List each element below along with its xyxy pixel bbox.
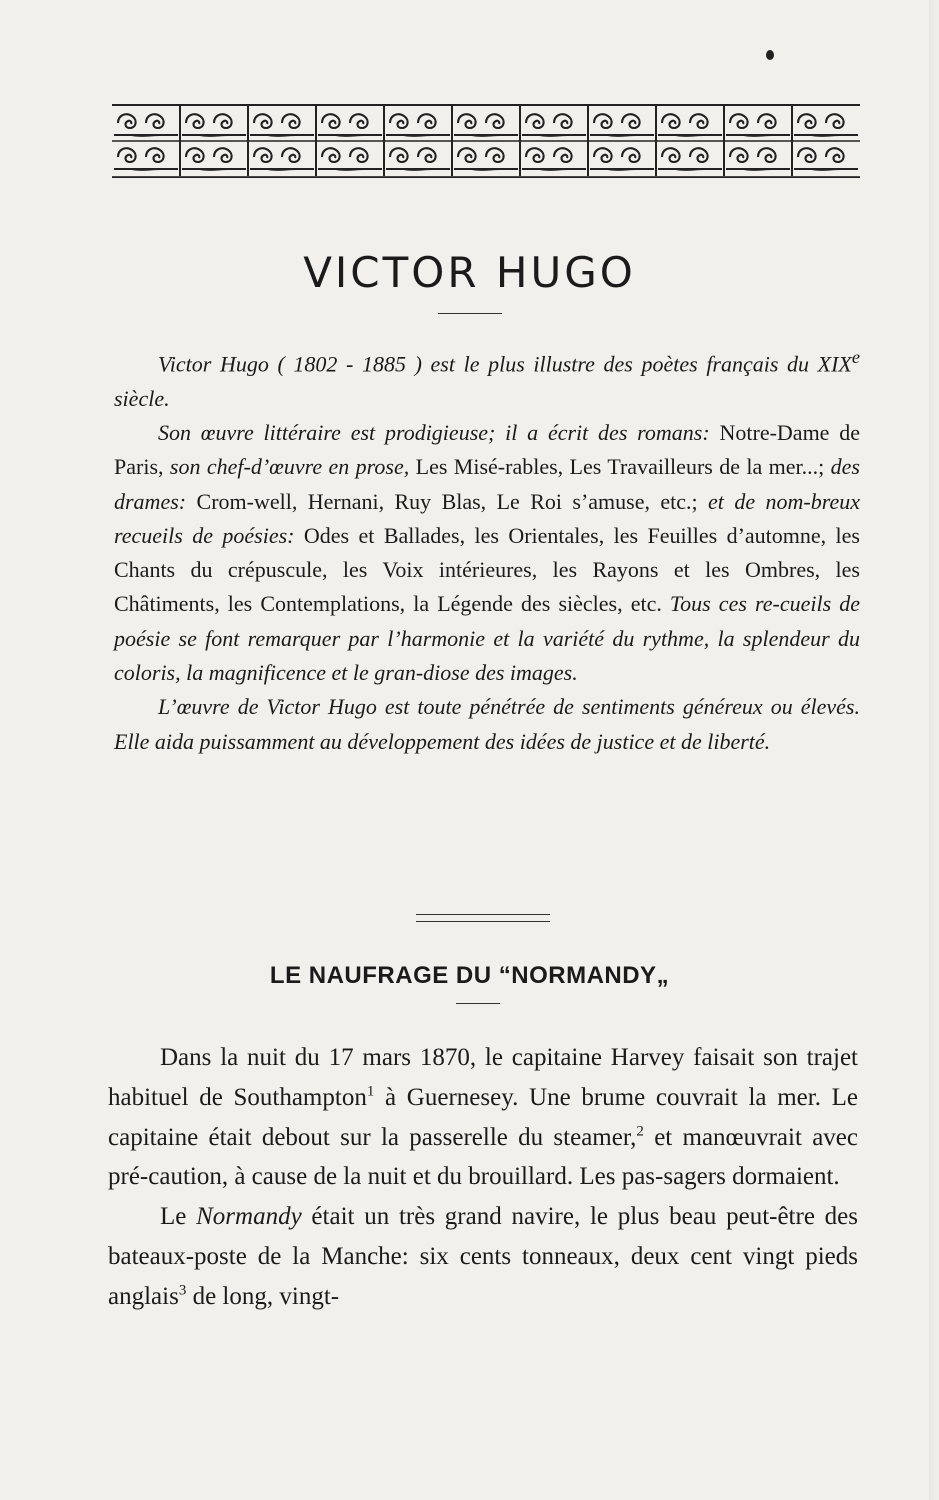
footnote-1: 1 xyxy=(366,1083,375,1100)
intro-p2-g: et de nom-breux recueils de poésies: xyxy=(114,488,860,548)
intro-p2-f: Crom-well, Hernani, Ruy Blas, Le Roi s’amuse, etc.; xyxy=(186,488,698,514)
intro-paragraph-3: L’œuvre de Victor Hugo est toute pénétrée de sentiments généreux ou élevés. Elle aida puissamment au développement des idées de justice et de liberté. xyxy=(114,694,860,754)
ink-dot xyxy=(766,50,774,60)
intro-line-2-end: siècle. xyxy=(114,385,170,411)
story-text xyxy=(108,1038,858,1317)
intro-p2-b: Notre-Dame de Paris, xyxy=(114,419,861,480)
intro-p2-c: son chef-d’œuvre en prose, xyxy=(163,454,410,480)
story-p1-b: à Guernesey. Une brume couvrait la mer. Le capitaine était debout sur la passerelle du steamer, xyxy=(108,1083,858,1151)
intro-text xyxy=(114,340,860,759)
intro-paragraph-2 xyxy=(114,416,860,690)
intro-p2-e: des drames: xyxy=(114,454,860,514)
story-p2-a: Le xyxy=(160,1203,197,1231)
story-p2-c: de long, vingt- xyxy=(186,1282,340,1310)
title-underline xyxy=(438,313,502,314)
ship-name: Normandy xyxy=(196,1203,302,1231)
intro-line-1: Victor Hugo ( 1802 - 1885 ) est le plus illustre des poètes xyxy=(158,351,698,377)
story-p1-c: et manœuvrait avec pré-caution, à cause de la nuit et du brouillard. Les pas-sagers dormaient. xyxy=(108,1123,858,1191)
section-underline xyxy=(456,1003,500,1004)
double-separator xyxy=(416,914,550,922)
section-title: LE NAUFRAGE DU “NORMANDY„ xyxy=(269,962,670,989)
story-p2-b: était un très grand navire, le plus beau peut-être des bateaux-poste de la Manche: six cents tonneaux, deux cent vingt pieds anglais xyxy=(108,1203,858,1310)
footnote-3: 3 xyxy=(178,1282,187,1299)
intro-p2-d: Les Misé-rables, Les Travailleurs de la mer...; xyxy=(409,454,825,480)
page-title: VICTOR HUGO xyxy=(303,248,636,297)
intro-line-2: français du XIX xyxy=(706,351,852,377)
intro-p2-a: Son œuvre littéraire est prodigieuse; il a écrit des romans: xyxy=(158,419,710,445)
footnote-2: 2 xyxy=(636,1123,644,1140)
intro-paragraph-1 xyxy=(114,340,860,416)
paper-edge xyxy=(929,0,939,1500)
intro-superscript-e: e xyxy=(851,347,861,367)
ornament-shadow xyxy=(112,176,860,177)
ornamental-band xyxy=(112,104,860,178)
spiral-ornament-icon xyxy=(112,106,860,176)
story-paragraph-1 xyxy=(108,1038,858,1197)
intro-p2-h: Odes et Ballades, les Orientales, les Feuilles d’automne, les Chants du crépuscule, les Voix intérieures, les Rayons et les Ombres, les Châtiments, les Contemplations, la Légende des siècles, etc. xyxy=(114,522,860,617)
intro-p2-i: Tous ces re-cueils de poésie se font remarquer par l’harmonie et la variété du rythme, la splendeur du coloris, la magnificence et le gran-diose des images. xyxy=(114,591,860,685)
story-p1-a: Dans la nuit du 17 mars 1870, le capitaine Harvey faisait son trajet habituel de Southampton xyxy=(108,1044,858,1111)
story-paragraph-2 xyxy=(108,1197,858,1316)
